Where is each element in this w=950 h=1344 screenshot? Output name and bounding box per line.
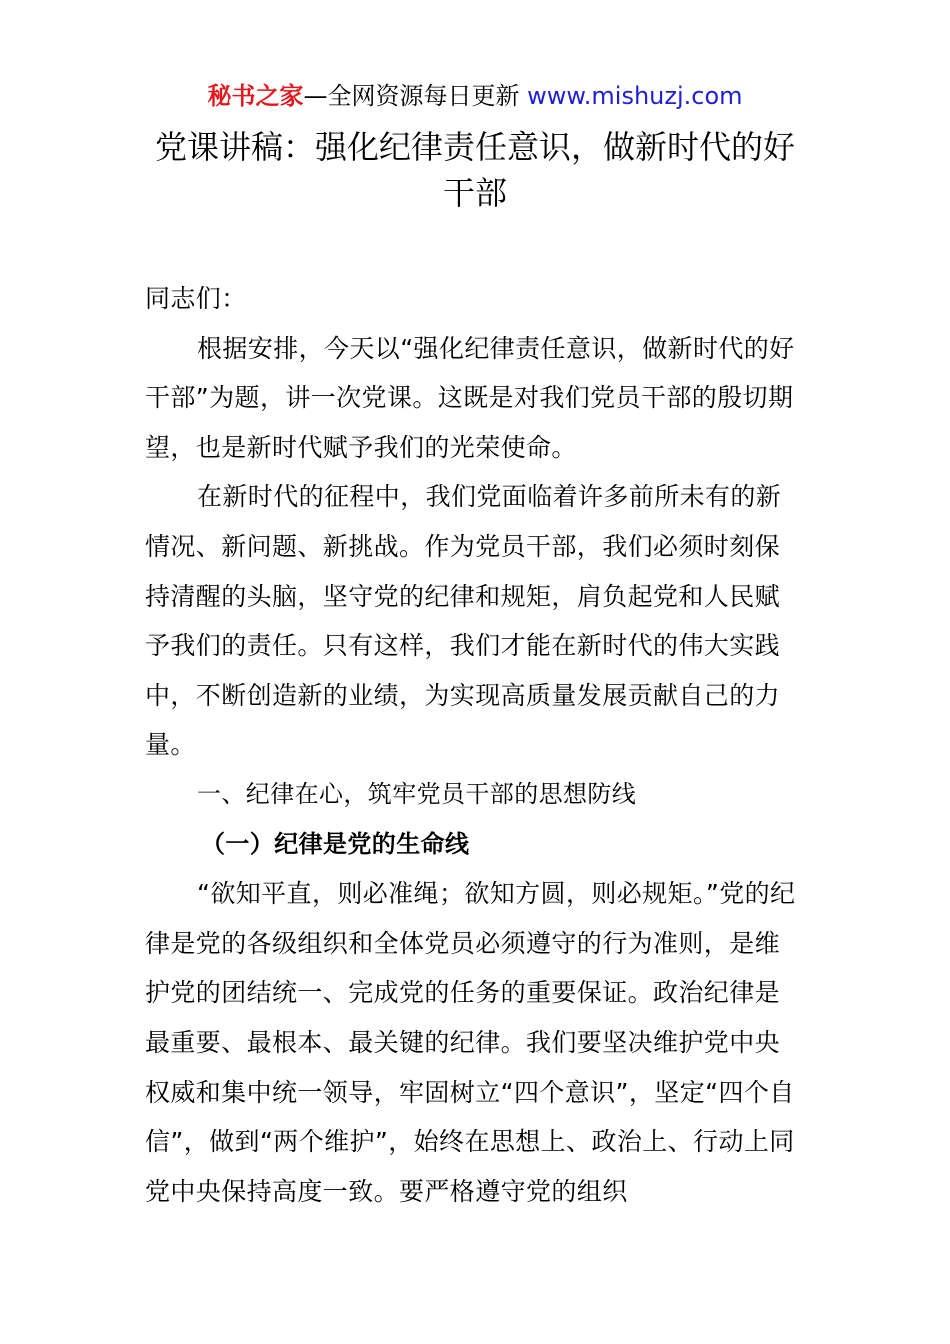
paragraph: 在新时代的征程中，我们党面临着许多前所未有的新情况、新问题、新挑战。作为党员干部，我们必须时刻保持清醒的头脑，坚守党的纪律和规矩，肩负起党和人民赋予我们的责任。只有这样，我们才能在新时代的伟大实践中，不断创造新的业绩，为实现高质量发展贡献自己的力量。 <box>145 482 782 760</box>
header-tagline: —全网资源每日更新 <box>303 82 528 110</box>
paragraph: 根据安排，今天以“强化纪律责任意识，做新时代的好干部”为题，讲一次党课。这既是对我们党员干部的殷切期望，也是新时代赋予我们的光荣使命。 <box>145 333 795 462</box>
salutation: 同志们： <box>145 284 247 313</box>
site-url-link[interactable]: www.mishuzj.com <box>527 82 743 110</box>
subsection-heading: （一）纪律是党的生命线 <box>201 829 470 858</box>
document-title: 党课讲稿：强化纪律责任意识，做新时代的好干部 <box>154 128 795 212</box>
section-heading: 一、纪律在心，筑牢党员干部的思想防线 <box>197 779 637 808</box>
brand-name: 秘书之家 <box>207 82 304 110</box>
document-body <box>145 274 805 1216</box>
site-header <box>0 80 950 112</box>
paragraph: “欲知平直，则必准绳；欲知方圆，则必规矩。”党的纪律是党的各级组织和全体党员必须遵守的行为准则，是维护党的团结统一、完成党的任务的重要保证。政治纪律是最重要、最根本、最关键的纪律。我们要坚决维护党中央权威和集中统一领导，牢固树立“四个意识”，坚定“四个自信”，做到“两个维护”，始终在思想上、政治上、行动上同党中央保持高度一致。要严格遵守党的组织 <box>145 879 796 1206</box>
